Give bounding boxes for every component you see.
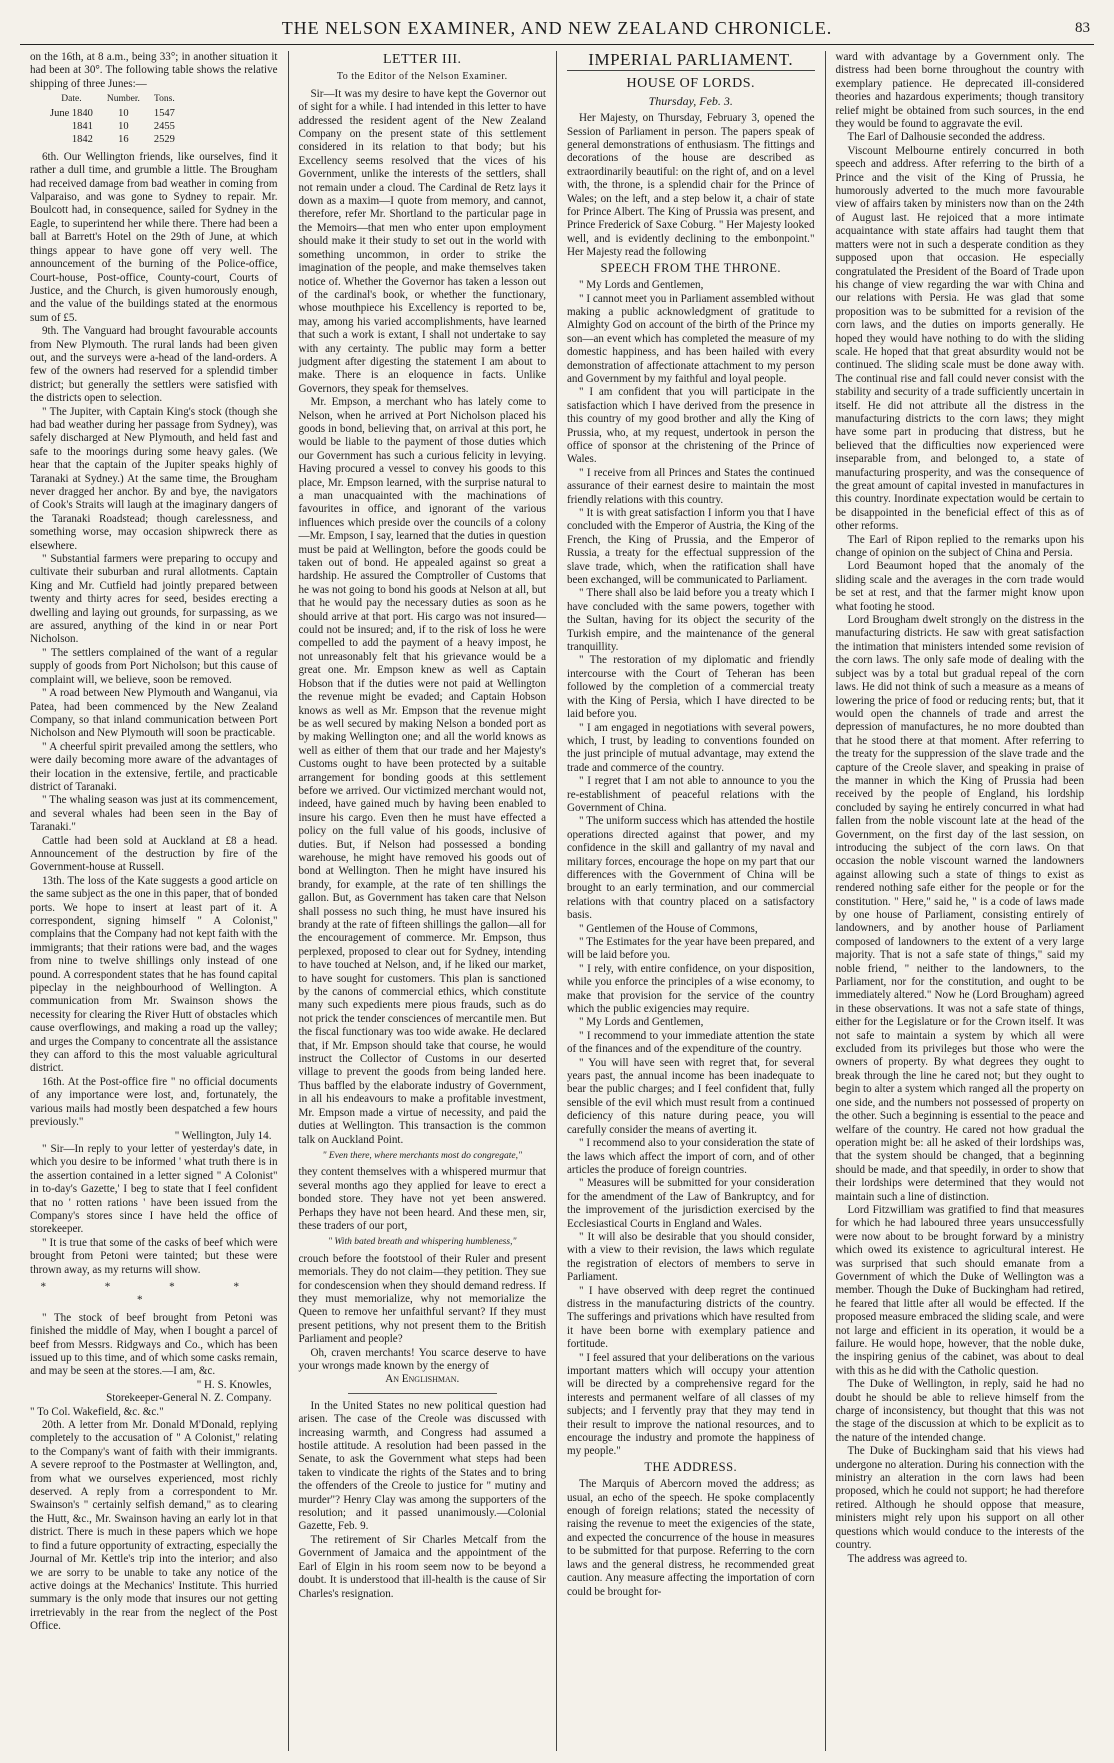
paragraph: " A cheerful spirit prevailed among the settlers, who were daily becoming more aware of the advantages of their location in the extensive, fertile, and practicable district of Taranaki. bbox=[30, 740, 278, 793]
paragraph: " Sir—In reply to your letter of yesterday's date, in which you desire to be informed ' what truth there is in the assertion contained in a letter signed " A Colonist" in to-day's Gazette,' I beg to state that I feel confident that no ' rotten rations ' have been issued from the Company's stores since I have held the office of storekeeper. bbox=[30, 1142, 278, 1236]
table-row bbox=[50, 107, 189, 120]
table-cell: 1841 bbox=[71, 121, 93, 133]
paragraph: Oh, craven merchants! You scarce deserve to have your wrongs made known by the energy of bbox=[298, 1346, 546, 1372]
table-cell: 2455 bbox=[153, 121, 175, 133]
paragraph: on the 16th, at 8 a.m., being 33°; in another situation it had been at 30°. The following table shows the relative shipping of three Junes:— bbox=[30, 51, 278, 90]
table-row bbox=[50, 133, 189, 146]
column-4 bbox=[826, 51, 1095, 1751]
paragraph: The Marquis of Abercorn moved the address; as usual, an echo of the speech. He spoke complacently enough of foreign relations; stated the necessity of raising the revenue to meet the exigencies of the state, and expected the concurrence of the house in measures to be submitted for that purpose. Referring to the corn laws and the general distress, he recommended great caution. Any measure affecting the importation of corn could be brought for- bbox=[567, 1478, 815, 1598]
speech-paragraph: " I cannot meet you in Parliament assembled without making a public acknowledgment of gratitude to Almighty God on account of the birth of the Prince my son—an event which has completed the measure of my domestic happiness, and has been hailed with every demonstration of affectionate attachment to my person and Government by my faithful and loyal people. bbox=[567, 292, 815, 385]
table-cell: 10 bbox=[118, 107, 129, 119]
signature-title: Storekeeper-General N. Z. Company. bbox=[106, 1392, 272, 1405]
table-row bbox=[50, 120, 189, 133]
speech-paragraph: " You will have seen with regret that, for several years past, the annual income has been inadequate to bear the public charges; and I feel confident that, fully sensible of the evil which must result from a continued deficiency of this nature during peace, you will carefully consider the means of averting it. bbox=[567, 1056, 815, 1136]
paragraph: Cattle had been sold at Auckland at £8 a head. Announcement of the destruction by fire of the Government-house at Russell. bbox=[30, 834, 278, 874]
paragraph: 9th. The Vanguard had brought favourable accounts from New Plymouth. The rural lands had been given out, and the surveys were a-head of the land-orders. A few of the owners had reserved for a splendid timber district; but generally the settlers were satisfied with the districts open to selection. bbox=[30, 325, 278, 405]
letter-heading: LETTER III. bbox=[382, 52, 462, 67]
running-head-title: THE NELSON EXAMINER, AND NEW ZEALAND CHRONICLE. bbox=[281, 18, 833, 38]
letter-addressee: To the Editor of the Nelson Examiner. bbox=[336, 71, 508, 83]
table-cell: 2529 bbox=[153, 134, 175, 146]
paragraph: 6th. Our Wellington friends, like ourselves, find it rather a dull time, and grumble a little. The Brougham had received damage from bad weather in coming from Valparaiso, and was gone to Sydney to repair. Mr. Boulcott had, in consequence, sailed for Sydney in the Eagle, to superintend her while there. There had been a ball at Barrett's Hotel on the 29th of June, at which things appear to have gone off very well. The announcement of the burning of the Police-office, Court-house, Post-office, County-court, Courts of Justice, and the Church, is given humorously enough, and the value of the buildings stated at the enormous sum of £5. bbox=[30, 150, 278, 324]
article-columns bbox=[20, 51, 1094, 1751]
letter-signature: An Englishman. bbox=[385, 1373, 460, 1386]
speech-paragraph: " Measures will be submitted for your consideration for the amendment of the Law of Bankruptcy, and for the improvement of the jurisdiction exercised by the Ecclesiastical Courts in England and Wales. bbox=[567, 1177, 815, 1230]
quotation: " Even there, where merchants most do congregate," bbox=[322, 1150, 522, 1161]
section-stars: * * * * * bbox=[40, 1280, 267, 1307]
paragraph: The retirement of Sir Charles Metcalf from the Government of Jamaica and the appointment of the Earl of Elgin in his room seem now to be beyond a doubt. It is understood that ill-health is the cause of Sir Charles's resignation. bbox=[298, 1533, 546, 1600]
speech-paragraph: " The restoration of my diplomatic and friendly intercourse with the Court of Teheran has been followed by the completion of a commercial treaty with the King of Persia, which I have directed to be laid before you. bbox=[567, 654, 815, 721]
speech-paragraph: " The Estimates for the year have been prepared, and will be laid before you. bbox=[567, 936, 815, 962]
speech-paragraph: " I am confident that you will participate in the satisfaction which I have derived from the presence in this country of my good brother and ally the King of Prussia, who, at my request, undertook in person the office of sponsor at the christening of the Prince of Wales. bbox=[567, 386, 815, 466]
column-3 bbox=[557, 51, 826, 1751]
table-cell: June 1840 bbox=[50, 107, 93, 119]
paragraph: ward with advantage by a Government only. The distress had been borne throughout the country with exemplary patience. He deprecated ill-considered theories and hazardous experiments; though transitory relief might be obtained from such sources, in the end they would be found to aggravate the evil. bbox=[835, 51, 1084, 131]
paragraph: Sir—It was my desire to have kept the Governor out of sight for a while. I had intended in this letter to have addressed the resident agent of the New Zealand Company on the present state of this settlement considered in its relation to that body; but his Excellency seems resolved that the vices of his Government, unlike the interests of the settlers, shall not remain under a cloud. The Cardinal de Retz lays it down as a maxim—I quote from memory, and cannot, therefore, refer Mr. Shortland to the particular page in the Memoirs—that men who enter upon employment should make it their study to set out in the world with something uncommon, in order to strike the imagination of the people, and make themselves taken notice of. Whether the Governor has taken a lesson out of the cardinal's book, or whether the functionary, whose mouthpiece his Excellency is reported to be, may, among his varied accomplishments, have learned that such a work is extant, I shall not undertake to say with any certainty. The public may form a better judgment after digesting the statement I am about to make. There is an eloquence in facts. Unlike Governors, they speak for themselves. bbox=[298, 87, 546, 395]
speech-paragraph: " I am engaged in negotiations with several powers, which, I trust, by leading to conventions founded on the just principle of mutual advantage, may extend the trade and commerce of the country. bbox=[567, 721, 815, 774]
paragraph: The Duke of Buckingham said that his views had undergone no alteration. During his connection with the ministry an alteration in the corn laws had been proposed, which he could not support; he had therefore retired. Although he should oppose that measure, ministers might rely upon his support on all other questions which would conduce to the interests of the country. bbox=[835, 1445, 1084, 1552]
speech-paragraph: " I feel assured that your deliberations on the various important matters which will occupy your attention will be directed by a comprehensive regard for the interests and permanent welfare of all classes of my subjects; and I fervently pray that they may tend in their result to improve the national resources, and to encourage the industry and promote the happiness of my people." bbox=[567, 1351, 815, 1458]
letter-dateline: " Wellington, July 14. bbox=[174, 1129, 272, 1142]
table-header: Number. bbox=[106, 94, 140, 105]
speech-paragraph: " I regret that I am not able to announce to you the re-establishment of peaceful relations with the Government of China. bbox=[567, 775, 815, 814]
session-date: Thursday, Feb. 3. bbox=[648, 93, 733, 108]
column-1 bbox=[20, 51, 289, 1751]
paragraph: " Substantial farmers were preparing to occupy and cultivate their suburban and rural allotments. Captain King and Mr. Cutfield had jointly prepared between twenty and thirty acres for seed, besides erecting a dwelling and laying out grounds, for surpassing, as we are assured, anything of the kind in or near Port Nicholson. bbox=[30, 553, 278, 646]
speech-paragraph: " I have observed with deep regret the continued distress in the manufacturing districts of the country. The sufferings and privations which have resulted from it have been borne with exemplary patience and fortitude. bbox=[567, 1284, 815, 1351]
speech-paragraph: " There shall also be laid before you a treaty which I have concluded with the same powers, together with the Sultan, having for its object the security of the Turkish empire, and the maintenance of the general tranquillity. bbox=[567, 587, 815, 654]
paragraph: 13th. The loss of the Kate suggests a good article on the same subject as the one in this paper, that of bonded ports. We hope to insert at least part of it. A correspondent, signing himself " A Colonist," complains that the Company had not kept faith with the immigrants; that their rations were bad, and the wages from nine to twelve shillings only instead of one pound. A correspondent states that he has found capital pipeclay in the neighbourhood of Wellington. A communication from Mr. Swainson shows the necessity for clearing the River Hutt of obstacles which cause overflowings, and making a road up the valley; and urges the Company to concentrate all the assistance they can afford to this the most valuable agricultural district. bbox=[30, 874, 278, 1075]
paragraph: " It is true that some of the casks of beef which were brought from Petoni were tainted; but these were thrown away, as my returns will show. bbox=[30, 1236, 278, 1276]
speech-heading: SPEECH FROM THE THRONE. bbox=[600, 260, 781, 275]
divider bbox=[348, 1393, 497, 1394]
table-header-row bbox=[50, 93, 189, 106]
table-header: Date. bbox=[61, 94, 82, 105]
paragraph: The Earl of Ripon replied to the remarks upon his change of opinion on the subject of China and Persia. bbox=[835, 533, 1084, 560]
table-cell: 1547 bbox=[153, 107, 175, 119]
speech-paragraph: " It will also be desirable that you should consider, with a view to their revision, the laws which regulate the registration of electors of members to serve in Parliament. bbox=[567, 1230, 815, 1284]
speech-paragraph: " The uniform success which has attended the hostile operations directed against that power, and my confidence in the skill and gallantry of my naval and military forces, encourage the hope on my part that our differences with the Government of China will be brought to an early termination, and our commercial relations with that country placed on a satisfactory basis. bbox=[567, 815, 815, 922]
paragraph: crouch before the footstool of their Ruler and present memorials. They do not claim—they petition. They sue for condescension when they should demand redress. If they must memorialize, why not memorialize the Queen to remove her unfaithful servant? If they must present petitions, why not present them to the British Parliament and people? bbox=[298, 1252, 546, 1346]
paragraph: Mr. Empson, a merchant who has lately come to Nelson, when he arrived at Port Nicholson placed his goods in bond, believing that, on arrival at this port, he would be liable to the payment of those duties which our Government has such a curious felicity in levying. Having procured a vessel to convey his goods to this place, Mr. Empson learned, with the surprise natural to a man unacquainted with the machinations of favourites in office, and ignorant of the various influences which preside over the councils of a colony—Mr. Empson, I say, learned that the duties in question must be paid at Wellington, before the goods could be taken out of bond. He appealed against so great a hardship. He assured the Comptroller of Customs that he was not going to bond his goods at Nelson at all, but that he would pay the necessary duties as soon as he should arrive at that port. His cargo was not insured—could not be insured; and, if to the risk of loss he were compelled to add the payment of a heavy impost, he not unreasonably felt that his grievance would be a great one. Mr. Empson knew as well as Captain Hobson that if the duties were not paid at Wellington the revenue might be evaded; and Captain Hobson knows as well as Mr. Empson that the revenue might be as well secured by making Nelson a bonded port as by making Wellington one; and all the world knows as well as either of them that our trade and her Majesty's Customs ought to have been protected by a suitable arrangement for bonding goods at this settlement before we arrived. Our victimized merchant would not, indeed, have gained much by having been enabled to insure his cargo. Even then he must have effected a policy on the full value of his goods, inclusive of duties. But, if Nelson had possessed a bonding warehouse, he might have removed his goods out of bond at Wellington. Then he might have insured his brandy, for example, at the rate of ten shillings the gallon. But, as Government has taken care that Nelson shall possess no such thing, he must have insured his brandy at the rate of fifteen shillings the gallon—all for the encouragement of commerce. Mr. Empson, thus perplexed, proposed to clear out for Sydney, intending to have touched at Nelson, and, if he liked our market, to have sought for customers. This plan is sanctioned by the canons of commercial ethics, which constitute many such expedients mere pious frauds, such as do not prick the tender consciences of mercantile men. But the fiscal functionary was too wide awake. He declared that, if Mr. Empson should take that course, he would instruct the Collector of Customs in our deserted village to prevent the goods from being landed here. Thus baffled by the elaborate industry of Government, in all his endeavours to make a profitable investment, Mr. Empson made a virtue of necessity, and paid the duties at Wellington. This transaction is the common talk on Auckland Point. bbox=[298, 396, 546, 1146]
paragraph: Lord Beaumont hoped that the anomaly of the sliding scale and the averages in the corn trade would be set at rest, and that the farmer might know upon what footing he stood. bbox=[835, 560, 1084, 613]
paragraph: " The Jupiter, with Captain King's stock (though she had bad weather during her passage from Sydney), was safely discharged at New Plymouth, and held fast and safe to the moorings during some heavy gales. (We hear that the captain of the Jupiter speaks highly of Taranaki at Sydney.) At the same time, the Brougham never dragged her anchor. By and bye, the navigators of Cook's Straits will laugh at the imaginary dangers of the Taranaki Roadstead; though carelessness, and something worse, may occasion shipwreck there as elsewhere. bbox=[30, 405, 278, 552]
speech-paragraph: " I recommend also to your consideration the state of the laws which affect the import of corn, and of other articles the produce of foreign countries. bbox=[567, 1137, 815, 1176]
section-subheading: HOUSE OF LORDS. bbox=[626, 76, 755, 92]
address-heading: THE ADDRESS. bbox=[644, 1459, 738, 1474]
paragraph: 16th. At the Post-office fire " no official documents of any importance were lost, and, fortunately, the various mails had mostly been despatched a few hours previously." bbox=[30, 1075, 278, 1129]
table-header: Tons. bbox=[154, 94, 175, 105]
paragraph: In the United States no new political question had arisen. The case of the Creole was discussed with increasing warmth, and Congress had assumed a hostile attitude. A resolution had been passed in the Senate, to ask the Government what steps had been taken to vindicate the rights of the States and to bring the offenders of the Creole to justice for " mutiny and murder"? Henry Clay was among the supporters of the resolution; and it passed unanimously.—Colonial Gazette, Feb. 9. bbox=[298, 1399, 546, 1533]
speech-paragraph: " It is with great satisfaction I inform you that I have concluded with the Emperor of Austria, the King of the French, the King of Prussia, and the Emperor of Russia, a treaty for the effectual suppression of the slave trade, which, when the ratification shall have been exchanged, will be communicated to Parliament. bbox=[567, 507, 815, 587]
paragraph: " The stock of beef brought from Petoni was finished the middle of May, when I bought a parcel of beef from Messrs. Ridgways and Co., which has been issued up to this time, and of which some casks remain, and may be seen at the stores.—I am, &c. bbox=[30, 1311, 278, 1378]
section-heading: IMPERIAL PARLIAMENT. bbox=[567, 53, 815, 71]
paragraph: " A road between New Plymouth and Wanganui, via Patea, had been commenced by the New Zealand Company, so that inland communication between Port Nicholson and New Plymouth will soon be practicable. bbox=[30, 687, 278, 740]
speech-paragraph: " Gentlemen of the House of Commons, bbox=[579, 922, 758, 935]
quotation: " With bated breath and whispering humbleness," bbox=[328, 1237, 517, 1248]
speech-paragraph: " My Lords and Gentlemen, bbox=[579, 279, 704, 292]
paragraph: 20th. A letter from Mr. Donald M'Donald, replying completely to the accusation of " A Colonist," relating to the Company's want of faith with their immigrants. A severe reproof to the Postmaster at Wellington, and, from what we ourselves experienced, most richly deserved. A reply from a correspondent to Mr. Swainson's " certainly selfish demand," as to clearing the Hutt, &c., Mr. Swainson having an early lot in that district. There is much in these papers which we hope to find a future opportunity of extracting, especially the Journal of Mr. Kettle's trip into the interior; and also we are sorry to be unable to take any notice of the active doings at the Mechanics' Institute. This hurried summary is the only mode that insures our not getting irretrievably in the rear from the neglect of the Post Office. bbox=[30, 1419, 278, 1633]
page-number: 83 bbox=[1075, 20, 1090, 36]
paragraph: The Earl of Dalhousie seconded the address. bbox=[847, 131, 1045, 144]
signature-name: " H. S. Knowles, bbox=[196, 1378, 272, 1391]
table-cell: 10 bbox=[118, 121, 129, 133]
speech-paragraph: " I recommend to your immediate attention the state of the finances and of the expenditure of the country. bbox=[567, 1029, 815, 1056]
paragraph: Viscount Melbourne entirely concurred in both speech and address. After referring to the birth of a Prince and the visit of the King of Prussia, he humorously adverted to the much more favourable view of affairs taken by ministers now than on the 24th of August last. He rejoiced that a more intimate acquaintance with state affairs had taught them that matters were not in such a desperate condition as they supposed upon that occasion. He especially congratulated the President of the Board of Trade upon his change of view regarding the war with China and our relations with Persia. He was glad that some proposition was to be submitted for a revision of the corn laws, and the duties on imports generally. He hoped they would have nothing to do with the sliding scale. He hoped that that great absurdity would not be continued. The sliding scale must be done away with. The continual rise and fall could never consist with the stability and security of a trade sufficiently uncertain in itself. He did not attribute all the distress in the manufacturing districts to the corn laws; they might have some part in producing that distress, but he believed that the difficulties now experienced were inseparable from, and belonged to, a state of manufacturing prosperity, and was the consequence of the great amount of capital invested in manufactures in this country. Inordinate expectation would be certain to be disappointed in the beneficial effect of this as of other reforms. bbox=[835, 144, 1084, 533]
paragraph: they content themselves with a whispered murmur that several months ago they applied for leave to erect a bonded store. They have not yet been answered. Perhaps they have not been heard. And these men, sir, these traders of our port, bbox=[298, 1166, 546, 1232]
paragraph: " The whaling season was just at its commencement, and several whales had been seen in the Bay of Taranaki." bbox=[30, 794, 278, 834]
table-cell: 16 bbox=[118, 134, 129, 146]
speech-paragraph: " My Lords and Gentlemen, bbox=[579, 1016, 704, 1029]
shipping-table bbox=[50, 93, 189, 147]
paragraph: The address was agreed to. bbox=[847, 1552, 968, 1565]
paragraph: " The settlers complained of the want of a regular supply of goods from Port Nicholson; but this cause of complaint will, we believe, soon be removed. bbox=[30, 646, 278, 686]
paragraph: Lord Fitzwilliam was gratified to find that measures for which he had laboured three years unsuccessfully were now about to be brought forward by a ministry which owed its existence to agricultural interest. He was surprised that such should emanate from a Government of which the Duke of Wellington was a member. Though the Duke of Buckingham had retired, he feared that little after all would be effected. If the proposed measure embraced the sliding scale, and were not large and efficient in its operation, it would be a failure. He would hope, however, that the noble duke, the inspiring genius of the cabinet, was about to deal with this as he did with the Catholic question. bbox=[835, 1203, 1084, 1377]
paragraph: Lord Brougham dwelt strongly on the distress in the manufacturing districts. He saw with great satisfaction the intimation that ministers intended some revision of the corn laws. The only safe mode of dealing with the subject was by a total but gradual repeal of the corn laws. He did not think of such a measure as a means of lowering the price of food or reducing rents; but, that it would open the channels of trade and arrest the depression of manufactures, he no more doubted than that he stood there at that moment. After referring to the treaty for the suppression of the slave trade and the capture of the Creole slaver, and speaking in praise of the manner in which the King of Prussia had been received by the people of England, his lordship concluded by saying he entirely concurred in what had fallen from the noble viscount late at the head of the Government, on the first day of the last session, on introducing the subject of the corn laws. On that occasion the noble viscount warned the landowners against allowing such a state of things to exist as rendered nothing safe either for the people or for the constitution. " Here," said he, " is a code of laws made by one house of Parliament, consisting entirely of landowners, and by another house of Parliament composed of landowners to the extent of a very large majority. That is not a safe state of things," said my noble friend, " neither to the landowners, to the Parliament, nor for the constitution, and ought to be immediately altered." Now he (Lord Brougham) agreed in these observations. It was not a safe state of things, either for the Legislature or for the Crown itself. It was not safe to maintain a system by which all were excluded from its privileges but those who were the owners of property. By what degrees they ought to break through the line he cared not; but they ought to begin to alter a system which ranged all the property on one side, and the numbers not possessed of property on the other. Such a beginning is essential to the peace and welfare of the country. He cared not how gradual the operation might be: all he asked of their lordships was, that the system should be changed, that a beginning should be made, and that speedily, in order to show that their lordships were determined that they would not maintain such a line of distinction. bbox=[835, 614, 1084, 1203]
speech-paragraph: " I rely, with entire confidence, on your disposition, while you enforce the principles of a wise economy, to make that provision for the service of the country which the public exigencies may require. bbox=[567, 962, 815, 1016]
letter-addressee: " To Col. Wakefield, &c. &c." bbox=[30, 1405, 164, 1418]
masthead bbox=[20, 14, 1094, 45]
speech-paragraph: " I receive from all Princes and States the continued assurance of their earnest desire to maintain the most friendly relations with this country. bbox=[567, 466, 815, 506]
column-2 bbox=[289, 51, 558, 1751]
table-cell: 1842 bbox=[71, 134, 93, 146]
paragraph: The Duke of Wellington, in reply, said he had no doubt he should be able to relieve himself from the charge of inconsistency, but thought that this was not the stage of the discussion at which to be explicit as to the nature of the intended change. bbox=[835, 1378, 1084, 1444]
paragraph: Her Majesty, on Thursday, February 3, opened the Session of Parliament in person. The papers speak of general demonstrations of enthusiasm. The fittings and decorations of the house are described as extraordinarily beautiful: on the right of, and on a level with, the throne, is a splendid chair for the Prince of Wales; on the left, and a step below it, a chair of state for Prince Albert. The King of Prussia was present, and Prince Frederick of Saxe Coburg. " Her Majesty looked well, and is evidently declining to the embonpoint." Her Majesty read the following bbox=[567, 112, 815, 259]
